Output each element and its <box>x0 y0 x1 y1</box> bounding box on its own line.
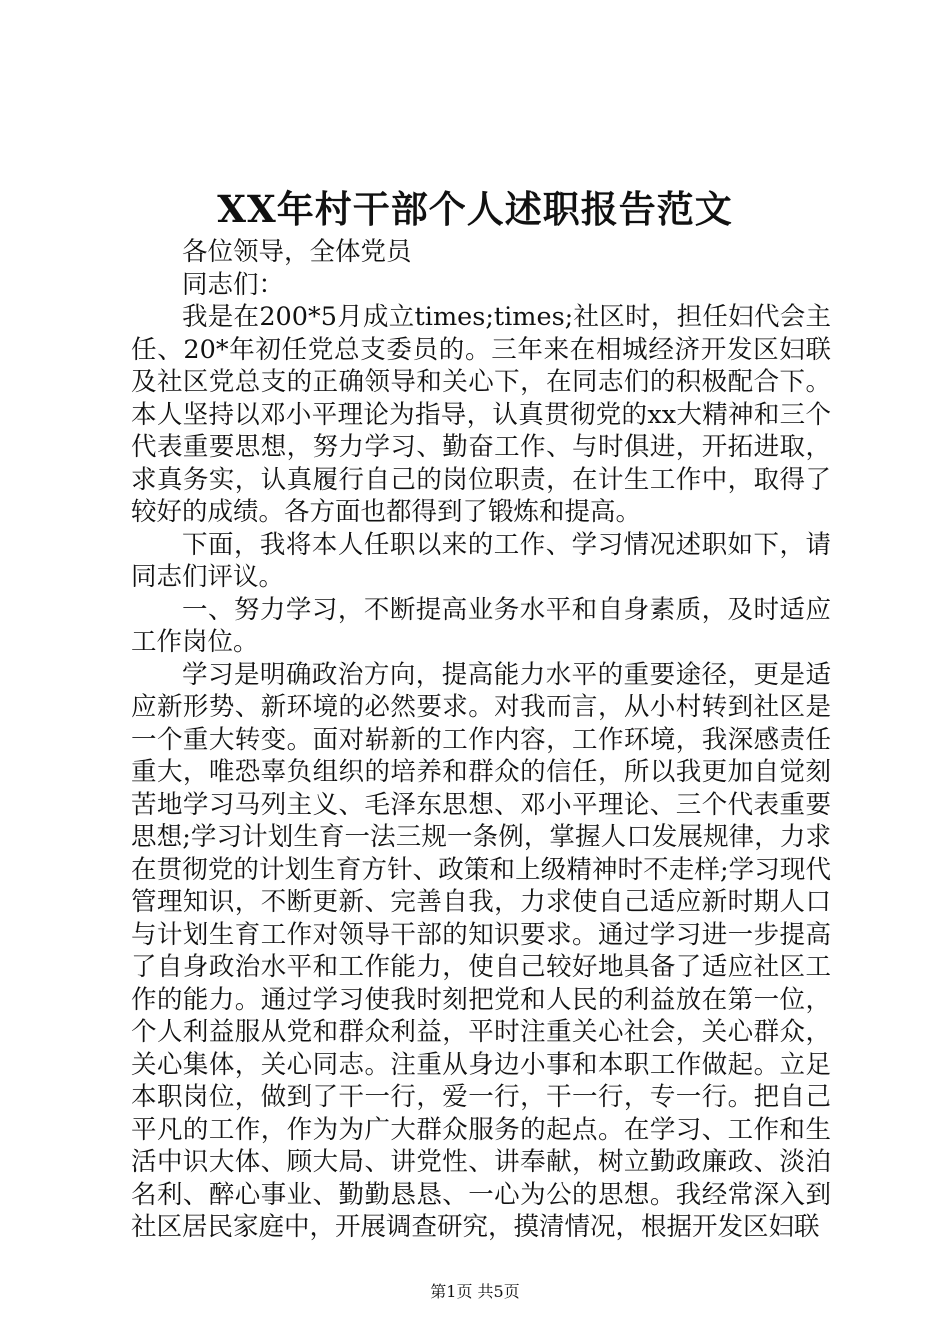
salutation-line: 各位领导，全体党员 <box>182 237 412 267</box>
page-number-footer: 第1页 共5页 <box>430 1282 520 1301</box>
document-body <box>131 236 831 1244</box>
document-title: XX年村干部个人述职报告范文 <box>217 187 733 231</box>
salutation-line: 同志们： <box>182 269 285 300</box>
body-paragraph: 下面，我将本人任职以来的工作、学习情况述职如下，请同志们评议。 <box>131 529 831 592</box>
body-paragraph: 我是在200*5月成立times;times;社区时，担任妇代会主任、20*年初任党总支委员的。三年来在相城经济开发区妇联及社区党总支的正确领导和关心下，在同志们的积极配合下。本人坚持以邓小平理论为指导，认真贯彻党的xx大精神和三个代表重要思想，努力学习、勤奋工作、与时俱进，开拓进取，求真务实，认真履行自己的岗位职责，在计生工作中，取得了较好的成绩。各方面也都得到了锻炼和提高。 <box>131 302 831 527</box>
body-paragraph: 学习是明确政治方向，提高能力水平的重要途径，更是适应新形势、新环境的必然要求。对我而言，从小村转到社区是一个重大转变。面对崭新的工作内容，工作环境，我深感责任重大，唯恐辜负组织的培养和群众的信任，所以我更加自觉刻苦地学习马列主义、毛泽东思想、邓小平理论、三个代表重要思想;学习计划生育一法三规一条例，掌握人口发展规律，力求在贯彻党的计划生育方针、政策和上级精神时不走样;学习现代管理知识，不断更新、完善自我，力求使自己适应新时期人口与计划生育工作对领导干部的知识要求。通过学习进一步提高了自身政治水平和工作能力，使自己较好地具备了适应社区工作的能力。通过学习使我时刻把党和人民的利益放在第一位，个人利益服从党和群众利益，平时注重关心社会，关心群众，关心集体，关心同志。注重从身边小事和本职工作做起。立足本职岗位，做到了干一行，爱一行，干一行，专一行。把自己平凡的工作，作为为广大群众服务的起点。在学习、工作和生活中识大体、顾大局、讲党性、讲奉献，树立勤政廉政、淡泊名利、醉心事业、勤勤恳恳、一心为公的思想。我经常深入到社区居民家庭中，开展调查研究，摸清情况，根据开发区妇联 <box>131 659 831 1242</box>
section-heading: 一、努力学习，不断提高业务水平和自身素质，及时适应工作岗位。 <box>131 594 831 657</box>
